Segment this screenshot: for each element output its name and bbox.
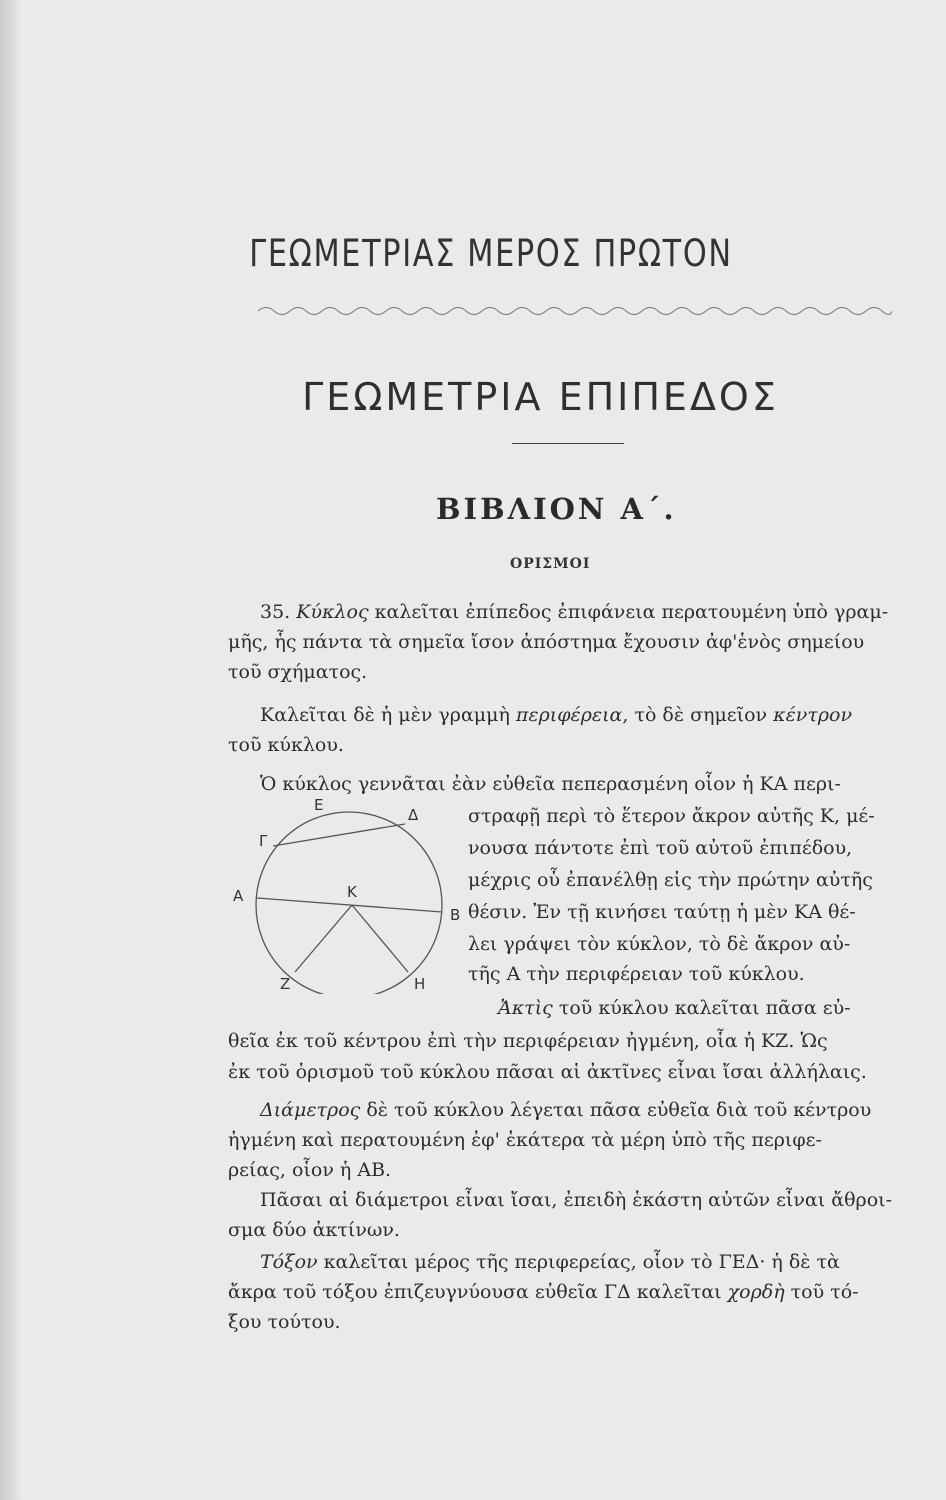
label-g: Γ [259, 832, 268, 850]
text: καλεῖται μέρος τῆς περιφερείας, οἷον τὸ ΓΕΔ· ἡ δὲ τὰ [323, 1251, 840, 1273]
text: δὲ τοῦ κύκλου λέγεται πᾶσα εὐθεῖα διὰ τοῦ κέντρου [366, 1099, 872, 1121]
text: ἄκρα τοῦ τόξου ἐπιζευγνύουσα εὐθεῖα ΓΔ καλεῖται [228, 1281, 722, 1303]
para-35-line-2: μῆς, ἧς πάντα τὰ σημεῖα ἴσον ἀπόστημα ἔχουσιν ἀφ'ἑνὸς σημείου [228, 631, 865, 653]
book-title: ΒΙΒΛΙΟΝ Α΄. [436, 492, 677, 526]
part-title: ΓΕΩΜΕΤΡΙΑΣ ΜΕΡΟΣ ΠΡΩΤΟΝ [249, 232, 733, 275]
main-title: ΓΕΩΜΕΤΡΙΑ ΕΠΙΠΕΔΟΣ [302, 375, 779, 419]
para-gen-line-1: Ὁ κύκλος γεννᾶται ἐὰν εὐθεῖα πεπερασμένη οἷον ἡ ΚΑ περι- [260, 773, 841, 795]
label-e: Ε [314, 796, 324, 814]
para-diam-line-1 [260, 1095, 871, 1125]
para-radius-line-1 [498, 993, 851, 1023]
page-edge-shadow [0, 0, 22, 1500]
para-number: 35. [260, 601, 291, 623]
para-gen-line-3: νουσα πάντοτε ἐπὶ τοῦ αὐτοῦ ἐπιπέδου, [468, 837, 853, 859]
label-a: Α [233, 887, 244, 905]
text: τοῦ τό- [790, 1281, 859, 1303]
para-gen-line-7: τῆς Α τὴν περιφέρειαν τοῦ κύκλου. [468, 963, 805, 985]
wavy-divider [258, 302, 892, 320]
label-d: Δ [408, 806, 419, 824]
term-aktis: Ἀκτὶς [498, 997, 553, 1019]
label-k: Κ [347, 883, 357, 901]
para-radius-line-2: θεῖα ἐκ τοῦ κέντρου ἐπὶ τὴν περιφέρειαν ἠγμένη, οἷα ἡ ΚΖ. Ὡς [228, 1030, 828, 1052]
para-all-line-1: Πᾶσαι αἱ διάμετροι εἶναι ἴσαι, ἐπειδὴ ἑκάστη αὐτῶν εἶναι ἄθροι- [260, 1189, 893, 1211]
chord-gd [273, 824, 405, 846]
para-gen-line-6: λει γράψει τὸν κύκλον, τὸ δὲ ἄκρον αὐ- [468, 933, 851, 955]
circle [256, 812, 442, 994]
para-arc-line-2 [228, 1277, 859, 1307]
label-b: Β [450, 906, 461, 924]
para-35-line-1 [260, 597, 888, 627]
para-gen-line-2: στραφῇ περὶ τὸ ἕτερον ἄκρον αὐτῆς Κ, μέ- [468, 805, 875, 827]
para-35-text: καλεῖται ἐπίπεδος ἐπιφάνεια περατουμένη ὑπὸ γραμ- [374, 601, 889, 623]
label-h: Η [414, 975, 426, 993]
para-35-line-3: τοῦ σχήματος. [228, 661, 368, 683]
term-kentron: κέντρον [773, 704, 853, 726]
para-arc-line-3: ξου τούτου. [228, 1311, 341, 1333]
para-diam-line-3: ρείας, οἷον ἡ ΑΒ. [228, 1159, 392, 1181]
para-arc-line-1 [260, 1247, 840, 1277]
para-radius-line-3: ἐκ τοῦ ὁρισμοῦ τοῦ κύκλου πᾶσαι αἱ ἀκτῖνες εἶναι ἴσαι ἀλλήλαις. [228, 1061, 867, 1083]
section-label: ΟΡΙΣΜΟΙ [510, 556, 591, 572]
para-gen-line-5: θέσιν. Ἐν τῇ κινήσει ταύτῃ ἡ μὲν ΚΑ θέ- [468, 901, 856, 923]
para-all-line-2: σμα δύο ἀκτίνων. [228, 1219, 400, 1241]
radius-kh [352, 905, 408, 972]
text: Καλεῖται δὲ ἡ μὲν γραμμὴ [260, 704, 510, 726]
para-gen-line-4: μέχρις οὗ ἐπανέλθῃ εἰς τὴν πρώτην αὐτῆς [468, 869, 873, 891]
title-rule [512, 443, 624, 444]
text: , τὸ δὲ σημεῖον [622, 704, 768, 726]
term-toxon: Τόξον [260, 1251, 318, 1273]
term-chordi: χορδὴ [727, 1281, 785, 1303]
text: τοῦ κύκλου καλεῖται πᾶσα εὐ- [558, 997, 851, 1019]
circle-figure [228, 794, 464, 994]
para-diam-line-2: ἠγμένη καὶ περατουμένη ἐφ' ἑκάτερα τὰ μέρη ὑπὸ τῆς περιφε- [228, 1129, 822, 1151]
para-circ-line-1 [260, 700, 852, 730]
radius-kz [295, 905, 352, 972]
para-circ-line-2: τοῦ κύκλου. [228, 734, 344, 756]
term-periphereia: περιφέρεια [515, 704, 623, 726]
term-kyklos: Κύκλος [296, 601, 369, 623]
label-z: Ζ [280, 975, 291, 993]
term-diametros: Διάμετρος [260, 1099, 361, 1121]
